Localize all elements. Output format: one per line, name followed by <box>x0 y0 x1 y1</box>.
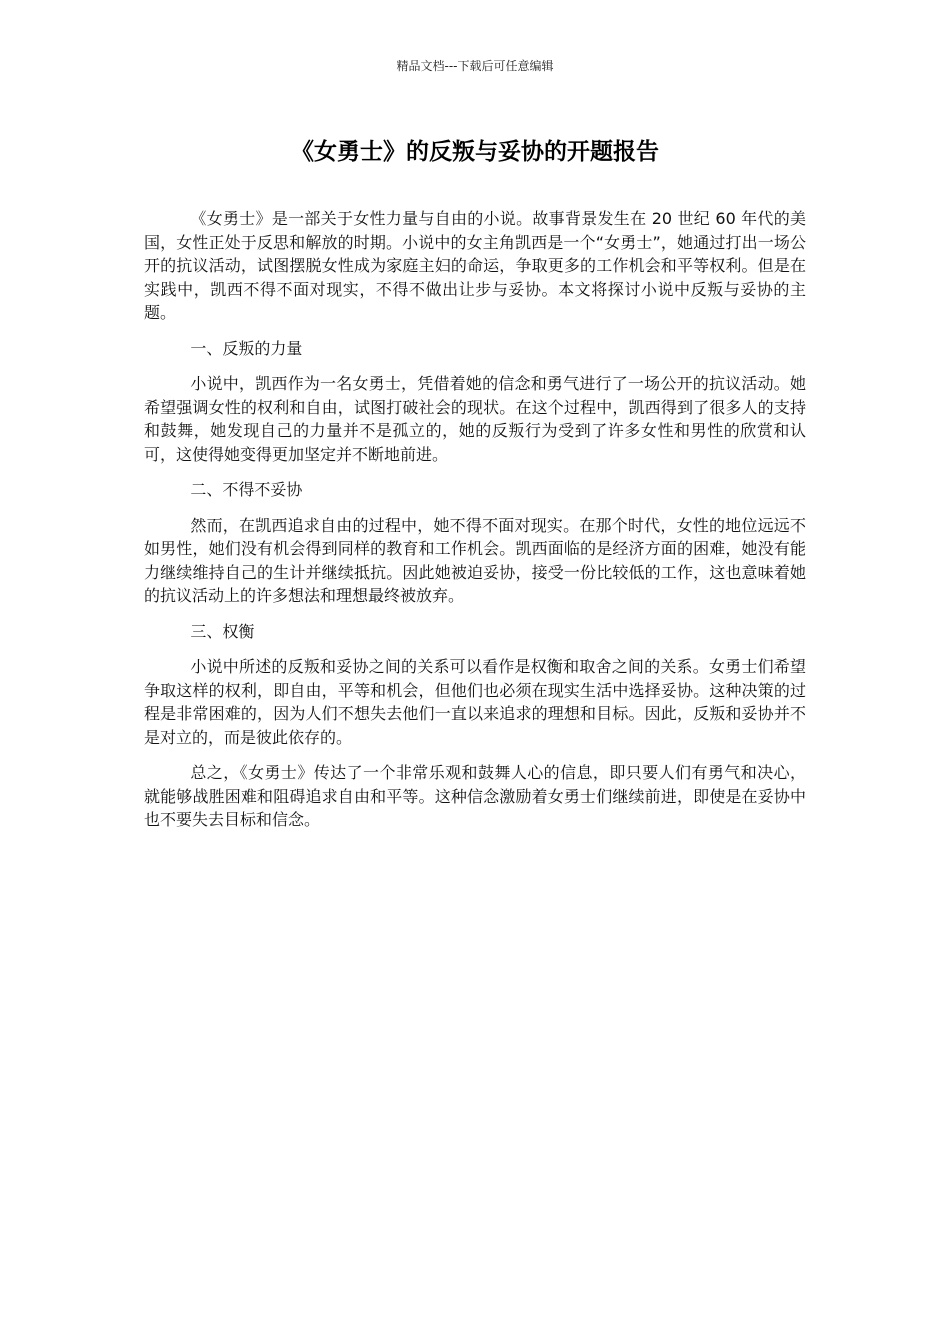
section-paragraph-compromise: 然而，在凯西追求自由的过程中，她不得不面对现实。在那个时代，女性的地位远远不如男性，她们没有机会得到同样的教育和工作机会。凯西面临的是经济方面的困难，她没有能力继续维持自己的生计并继续抵抗。因此她被迫妥协，接受一份比较低的工作，这也意味着她的抗议活动上的许多想法和理想最终被放弃。 <box>144 515 806 605</box>
section-heading-rebellion: 一、反叛的力量 <box>190 338 303 358</box>
conclusion-paragraph: 总之，《女勇士》传达了一个非常乐观和鼓舞人心的信息，即只要人们有勇气和决心，就能够战胜困难和阻碍追求自由和平等。这种信念激励着女勇士们继续前进，即使是在妥协中也不要失去目标和信念。 <box>144 763 806 829</box>
section-heading-balance: 三、权衡 <box>190 621 255 641</box>
document-body <box>144 207 806 844</box>
section-paragraph-rebellion: 小说中，凯西作为一名女勇士，凭借着她的信念和勇气进行了一场公开的抗议活动。她希望强调女性的权利和自由，试图打破社会的现状。在这个过程中，凯西得到了很多人的支持和鼓舞，她发现自己的力量并不是孤立的，她的反叛行为受到了许多女性和男性的欣赏和认可，这使得她变得更加坚定并不断地前进。 <box>144 374 806 464</box>
header-note: 精品文档---下载后可任意编辑 <box>396 59 554 73</box>
document-title: 《女勇士》的反叛与妥协的开题报告 <box>291 139 659 165</box>
intro-paragraph: 《女勇士》是一部关于女性力量与自由的小说。故事背景发生在 20 世纪 60 年代的美国，女性正处于反思和解放的时期。小说中的女主角凯西是一个“女勇士”，她通过打出一场公开的抗议活动，试图摆脱女性成为家庭主妇的命运，争取更多的工作机会和平等权利。但是在实践中，凯西不得不面对现实，不得不做出让步与妥协。本文将探讨小说中反叛与妥协的主题。 <box>144 209 806 322</box>
section-paragraph-balance: 小说中所述的反叛和妥协之间的关系可以看作是权衡和取舍之间的关系。女勇士们希望争取这样的权利，即自由，平等和机会，但他们也必须在现实生活中选择妥协。这种决策的过程是非常困难的，因为人们不想失去他们一直以来追求的理想和目标。因此，反叛和妥协并不是对立的，而是彼此依存的。 <box>144 657 806 747</box>
section-heading-compromise: 二、不得不妥协 <box>190 480 303 499</box>
